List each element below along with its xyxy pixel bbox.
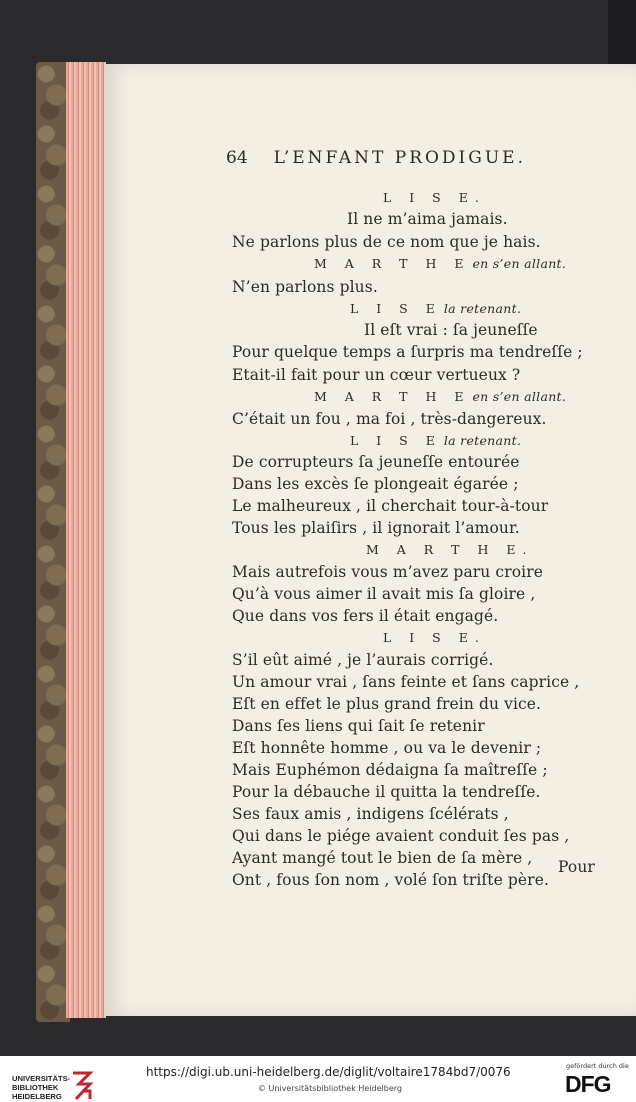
speaker-name: M A R T H E <box>314 389 471 404</box>
running-title: L’ENFANT PRODIGUE. <box>273 148 526 168</box>
library-emblem-icon <box>70 1071 94 1101</box>
verse-line: N’en parlons plus. <box>232 278 378 296</box>
viewer-footer <box>0 1056 636 1102</box>
speaker-line <box>366 542 533 558</box>
verse-line: Dans ſes liens qui ſait ſe retenir <box>232 717 485 735</box>
stage-direction: la retenant. <box>443 433 522 448</box>
speaker-name: L I S E. <box>383 190 486 205</box>
verse-line: Qui dans le piége avaient conduit ſes pas , <box>232 827 570 845</box>
copyright-notice: © Universitätsbibliothek Heidelberg <box>258 1084 403 1093</box>
verse-line: Ses faux amis , indigens ſcélérats , <box>232 805 509 823</box>
verse-line: Ont , fous ſon nom , volé ſon triſte père. <box>232 871 549 889</box>
stage-direction: en s’en allant. <box>472 256 567 271</box>
verse-line: Ayant mangé tout le bien de ſa mère , <box>232 849 533 867</box>
verse-line: Dans les excès ſe plongeait égarée ; <box>232 475 519 493</box>
verse-line: Eſt en effet le plus grand frein du vice. <box>232 695 542 713</box>
verse-line: Qu’à vous aimer il avait mis ſa gloire , <box>232 585 536 603</box>
speaker-line <box>383 630 486 646</box>
speaker-line <box>314 389 566 405</box>
verse-line: Le malheureux , il cherchait tour-à-tour <box>232 497 549 515</box>
library-logo[interactable] <box>6 1064 90 1101</box>
verse-line: Il eſt vrai : ſa jeuneſſe <box>364 321 538 339</box>
scan-background-corner <box>608 0 636 66</box>
library-name: UNIVERSITÄTS- BIBLIOTHEK HEIDELBERG <box>12 1074 71 1101</box>
speaker-line <box>383 190 486 206</box>
verse-line: De corrupteurs ſa jeuneſſe entourée <box>232 453 520 471</box>
verse-line: Mais Euphémon dédaigna ſa maîtreſſe ; <box>232 761 548 779</box>
verse-line: Eſt honnête homme , ou va le devenir ; <box>232 739 542 757</box>
speaker-name: M A R T H E <box>314 256 471 271</box>
speaker-name: L I S E. <box>383 630 486 645</box>
page-number: 64 <box>226 148 248 168</box>
verse-line: Tous les plaiſirs , il ignorait l’amour. <box>232 519 520 537</box>
page-edges <box>66 62 106 1018</box>
catchword: Pour <box>558 858 595 876</box>
stage-direction: la retenant. <box>443 301 522 316</box>
verse-line: Que dans vos fers il était engagé. <box>232 607 499 625</box>
stage-direction: en s’en allant. <box>472 389 567 404</box>
verse-line: Un amour vrai , ſans feinte et ſans caprice , <box>232 673 580 691</box>
verse-line: Mais autrefois vous m’avez paru croire <box>232 563 543 581</box>
dfg-logo[interactable]: DFG <box>565 1071 611 1097</box>
speaker-name: M A R T H E. <box>366 542 534 557</box>
speaker-name: L I S E <box>350 433 442 448</box>
speaker-line <box>350 301 521 317</box>
speaker-line <box>350 433 521 449</box>
verse-line: Etait-il fait pour un cœur vertueux ? <box>232 366 521 384</box>
funder-note: gefördert durch die <box>566 1062 629 1070</box>
verse-line: S’il eût aimé , je l’aurais corrigé. <box>232 651 494 669</box>
verse-line: C’était un fou , ma foi , très-dangereux. <box>232 410 547 428</box>
book-cover-marbled <box>36 62 70 1022</box>
speaker-line <box>314 256 566 272</box>
verse-line: Il ne m’aima jamais. <box>347 210 508 228</box>
verse-line: Ne parlons plus de ce nom que je hais. <box>232 233 541 251</box>
running-header <box>226 148 526 168</box>
permalink-url[interactable]: https://digi.ub.uni-heidelberg.de/diglit/voltaire1784bd7/0076 <box>146 1065 511 1079</box>
speaker-name: L I S E <box>350 301 442 316</box>
verse-line: Pour la débauche il quitta la tendreſſe. <box>232 783 541 801</box>
verse-line: Pour quelque temps a ſurpris ma tendreſſe ; <box>232 343 583 361</box>
